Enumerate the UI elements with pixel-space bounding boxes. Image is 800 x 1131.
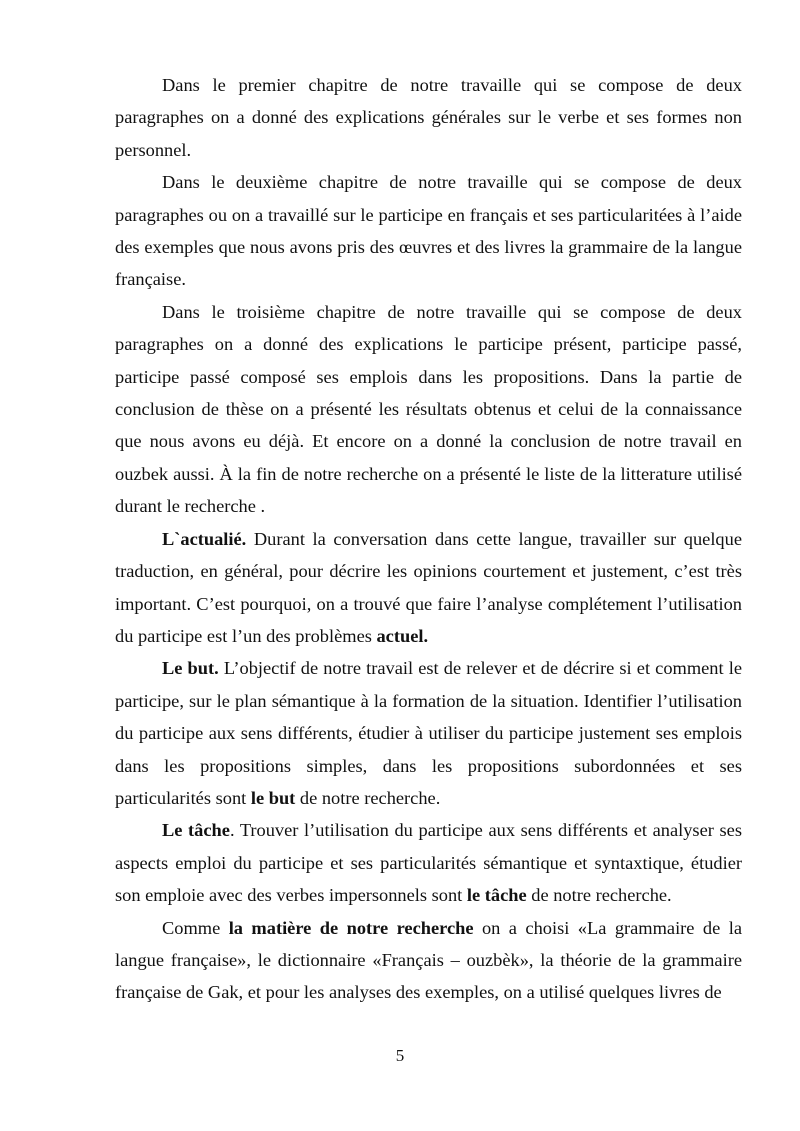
actuality-heading: L`actualié. xyxy=(162,528,247,549)
material-text: on a choisi «La grammaire de la langue française», le dictionnaire «Français – ouzbèk», la théorie de la grammaire française de Gak, et pour les analyses des exemples, on a utilisé quelques livres de xyxy=(115,917,742,1003)
goal-heading: Le but. xyxy=(162,658,219,679)
paragraph-chapter-three: Dans le troisième chapitre de notre travaille qui se compose de deux paragraphes on a donné des explications le participe présent, participe passé, participe passé composé ses emplois dans les propositions. Dans la partie de conclusion de thèse on a présenté les résultats obtenus et celui de la connaissance que nous avons eu déjà. Et encore on a donné la conclusion de notre travail en ouzbek aussi. À la fin de notre recherche on a présenté le liste de la litterature utilisé durant le recherche . xyxy=(115,301,742,517)
paragraph-chapter-two: Dans le deuxième chapitre de notre travaille qui se compose de deux paragraphes ou on a travaillé sur le participe en français et ses particularitées à l’aide des exemples que nous avons pris des œuvres et des livres la grammaire de la langue française. xyxy=(115,172,742,290)
paragraph-goal xyxy=(115,652,742,814)
paragraph-actuality xyxy=(115,523,742,653)
paragraph-material xyxy=(115,912,742,1009)
task-bold-phrase: le tâche xyxy=(466,885,527,906)
page-number: 5 xyxy=(395,1046,405,1065)
goal-text: L’objectif de notre travail est de relever et de décrire si et comment le participe, sur le plan sémantique à la formation de la situation. Identifier l’utilisation du participe aux sens différents, étudier à utiliser du participe justement ses emplois dans les propositions simples, dans les propositions subordonnées et ses particularités sont xyxy=(115,658,742,808)
actuality-bold-end: actuel. xyxy=(376,625,429,646)
body-text xyxy=(115,69,742,1009)
paragraph-task xyxy=(115,814,742,911)
actuality-text: Durant la conversation dans cette langue, travailler sur quelque traduction, en général, pour décrire les opinions courtement et justement, c’est très important. C’est pourquoi, on a trouvé que faire l’analyse complétement l’utilisation du participe est l’un des problèmes xyxy=(115,528,742,646)
paragraph-chapter-one: Dans le premier chapitre de notre travaille qui se compose de deux paragraphes on a donné des explications générales sur le verbe et ses formes non personnel. xyxy=(115,75,742,160)
goal-tail: de notre recherche. xyxy=(295,787,441,808)
task-heading: Le tâche xyxy=(162,820,230,841)
task-tail: de notre recherche. xyxy=(526,885,672,906)
task-text: . Trouver l’utilisation du participe aux sens différents et analyser ses aspects emploi du participe et ses particularités sémantique et syntaxtique, étudier son emploie avec des verbes impersonnels sont xyxy=(115,820,742,906)
material-bold-phrase: la matière de notre recherche xyxy=(228,917,474,938)
material-start: Comme xyxy=(162,917,229,938)
goal-bold-phrase: le but xyxy=(250,787,296,808)
